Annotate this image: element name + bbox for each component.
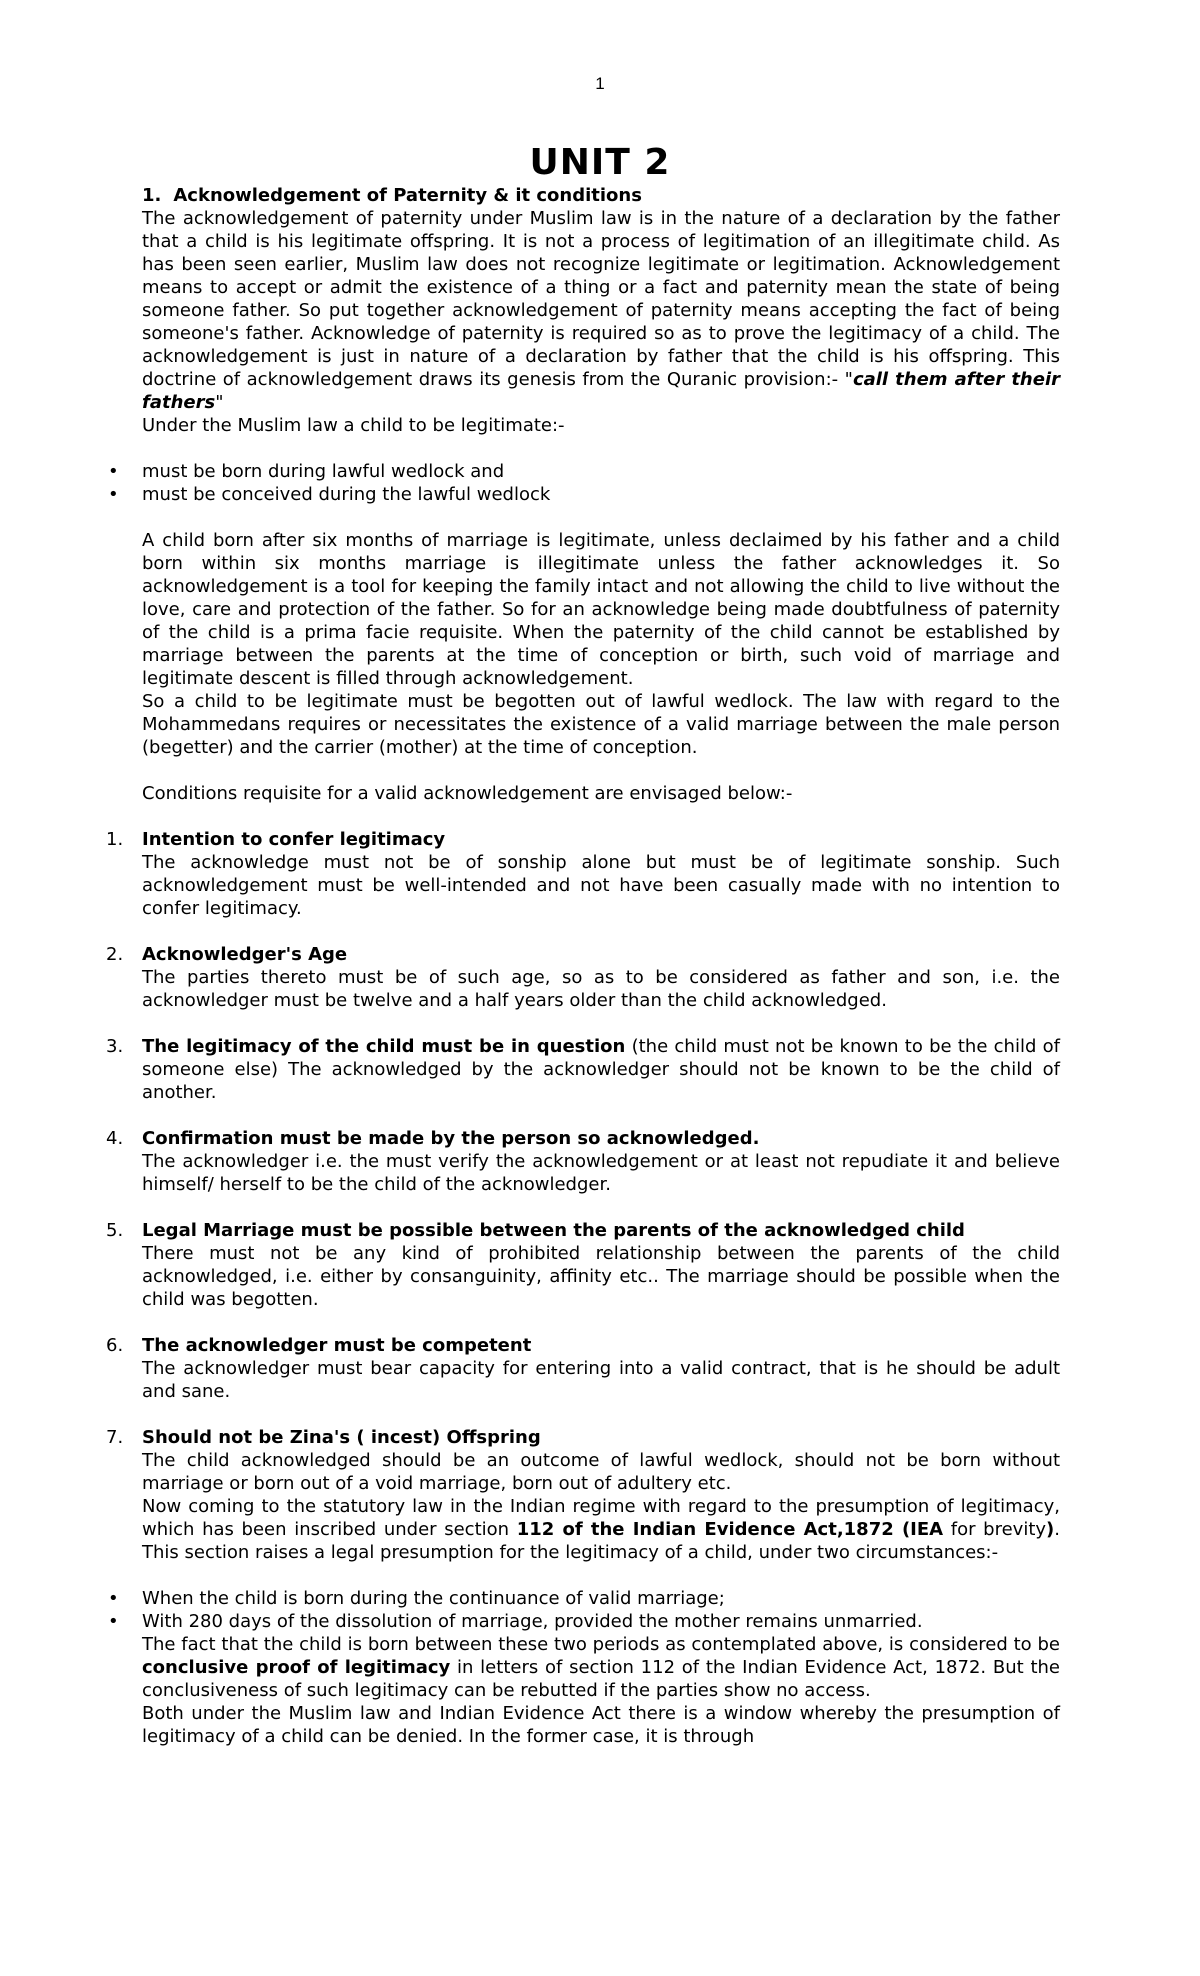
paragraph-begotten: So a child to be legitimate must be begotten out of lawful wedlock. The law with regard to the Mohammedans requires or necessitates the existence of a valid marriage between the male person (begetter) and the carrier (mother) at the time of conception. xyxy=(142,691,1060,758)
condition-item xyxy=(106,1426,1061,1564)
quote-close: " xyxy=(215,392,224,413)
section-112-reference: 112 of the Indian Evidence Act,1872 (IEA xyxy=(516,1519,944,1540)
section-heading xyxy=(142,184,1060,207)
statutory-paragraph xyxy=(142,1495,1060,1564)
page-number: 1 xyxy=(595,74,605,93)
section-heading-number: 1. xyxy=(142,185,162,206)
condition-number: 4. xyxy=(106,1128,124,1149)
final-paragraph: Both under the Muslim law and Indian Evidence Act there is a window whereby the presumption of legitimacy of a child can be denied. In the former case, it is through xyxy=(142,1703,1060,1747)
condition-title: Legal Marriage must be possible between the parents of the acknowledged child xyxy=(142,1220,965,1241)
quran-quote: call them after their fathers xyxy=(142,369,1060,413)
condition-number: 7. xyxy=(106,1427,124,1448)
condition-title: Should not be Zina's ( incest) Offspring xyxy=(142,1427,541,1448)
list-item: • When the child is born during the continuance of valid marriage; xyxy=(142,1587,1060,1610)
condition-title: The legitimacy of the child must be in question xyxy=(142,1036,626,1057)
statutory-bracket: ) xyxy=(1046,1519,1055,1540)
condition-item xyxy=(106,1219,1060,1311)
condition-number: 6. xyxy=(106,1335,124,1356)
condition-body: The acknowledger i.e. the must verify the acknowledgement or at least not repudiate it and believe himself/ herself to be the child of the acknowledger. xyxy=(142,1151,1060,1195)
condition-body: There must not be any kind of prohibited relationship between the parents of the child acknowledged, i.e. either by consanguinity, affinity etc.. The marriage should be possible when the child was begotten. xyxy=(142,1243,1060,1310)
paragraph-six-months: A child born after six months of marriage is legitimate, unless declaimed by his father and a child born within six months marriage is illegitimate unless the father acknowledges it. So acknowledgement is a tool for keeping the family intact and not allowing the child to live without the love, care and protection of the father. So for an acknowledge being made doubtfulness of paternity of the child is a prima facie requisite. When the paternity of the child cannot be established by marriage between the parents at the time of conception or birth, such void of marriage and legitimate descent is filled through acknowledgement. xyxy=(142,530,1060,689)
condition-number: 1. xyxy=(106,829,124,850)
statutory-text: for brevity xyxy=(943,1519,1047,1540)
condition-title: Acknowledger's Age xyxy=(142,944,348,965)
circumstance-bullet-list xyxy=(142,1587,1060,1633)
conclusive-paragraph xyxy=(142,1633,1060,1702)
statutory-text: . This section raises a legal presumption for the legitimacy of a child, under two circumstances:- xyxy=(142,1519,1061,1563)
condition-item xyxy=(106,1035,1060,1104)
section-heading-title: Acknowledgement of Paternity & it conditions xyxy=(173,185,642,206)
condition-title: Intention to confer legitimacy xyxy=(142,829,446,850)
statutory-text: Now coming to the statutory law in the Indian regime with regard to the presumption of legitimacy, which has been inscribed under section xyxy=(142,1496,1060,1540)
unit-title: UNIT 2 xyxy=(529,142,671,183)
legitimate-intro: Under the Muslim law a child to be legitimate:- xyxy=(142,415,565,436)
condition-body: The acknowledger must bear capacity for entering into a valid contract, that is he should be adult and sane. xyxy=(142,1358,1060,1402)
condition-body: The child acknowledged should be an outcome of lawful wedlock, should not be born without marriage or born out of a void marriage, born out of adultery etc. xyxy=(142,1450,1060,1494)
document-body xyxy=(106,184,1061,1748)
list-item: • must be conceived during the lawful wedlock xyxy=(142,483,1060,506)
conclusive-proof-phrase: conclusive proof of legitimacy xyxy=(142,1657,451,1678)
intro-text: The acknowledgement of paternity under Muslim law is in the nature of a declaration by the father that a child is his legitimate offspring. It is not a process of legitimation of an illegitimate child. As has been seen earlier, Muslim law does not recognize legitimate or legitimation. Acknowledgement means to accept or admit the existence of a thing or a fact and paternity mean the state of being someone father. So put together acknowledgement of paternity means accepting the fact of being someone's father. Acknowledge of paternity is required so as to prove the legitimacy of a child. The acknowledgement is just in nature of a declaration by father that the child is his offspring. This doctrine of acknowledgement draws its genesis from the Quranic provision:- " xyxy=(142,208,1060,390)
condition-item xyxy=(106,1127,1060,1196)
condition-number: 3. xyxy=(106,1036,124,1057)
condition-item xyxy=(106,1334,1060,1403)
condition-body: The parties thereto must be of such age, so as to be considered as father and son, i.e. the acknowledger must be twelve and a half years older than the child acknowledged. xyxy=(142,967,1060,1011)
condition-body: The acknowledge must not be of sonship alone but must be of legitimate sonship. Such acknowledgement must be well-intended and not have been casually made with no intention to confer legitimacy. xyxy=(142,852,1060,919)
condition-inline-text: (the child must not be known to be the child of someone else) The acknowledged by the acknowledger should not be known to be the child of another. xyxy=(142,1036,1060,1103)
legitimate-bullet-list xyxy=(142,460,1060,506)
conclusive-text: in letters of section 112 of the Indian Evidence Act, 1872. But the conclusiveness of such legitimacy can be rebutted if the parties show no access. xyxy=(142,1657,1060,1701)
conclusive-text: The fact that the child is born between these two periods as contemplated above, is considered to be xyxy=(142,1634,1060,1655)
condition-item xyxy=(106,943,1060,1012)
condition-title: The acknowledger must be competent xyxy=(142,1335,532,1356)
condition-text xyxy=(142,1035,1060,1104)
condition-item xyxy=(106,828,1060,920)
list-item: • With 280 days of the dissolution of marriage, provided the mother remains unmarried. xyxy=(142,1610,1060,1633)
list-item: • must be born during lawful wedlock and xyxy=(142,460,1060,483)
condition-title: Confirmation must be made by the person so acknowledged. xyxy=(142,1128,760,1149)
condition-number: 5. xyxy=(106,1220,124,1241)
intro-paragraph xyxy=(142,207,1060,414)
conditions-intro: Conditions requisite for a valid acknowledgement are envisaged below:- xyxy=(142,783,793,804)
condition-number: 2. xyxy=(106,944,124,965)
